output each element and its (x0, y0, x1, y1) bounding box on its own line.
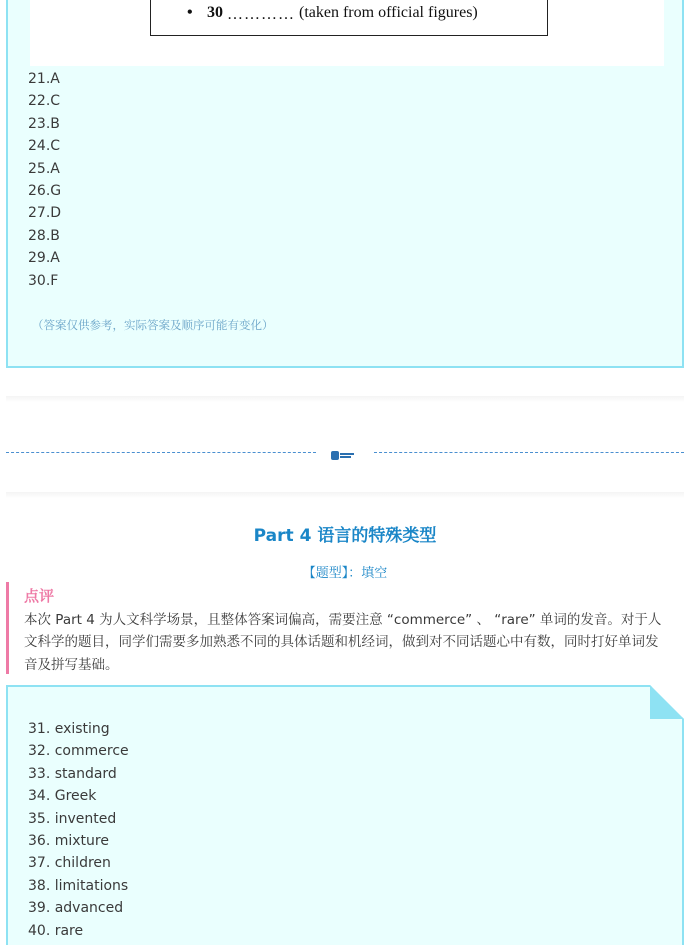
answer-item: 31. existing (28, 721, 110, 737)
scan-frame (150, 0, 548, 36)
answer-item: 30.F (28, 272, 59, 289)
answer-item: 33. standard (28, 765, 117, 782)
page-fold-icon (650, 685, 684, 719)
question-scan-excerpt (30, 0, 664, 66)
question-type-label: 【题型】：填空 (302, 566, 388, 581)
part3-answer-box (6, 0, 684, 368)
part4-answer-list (28, 718, 129, 942)
section-shadow-bottom (6, 492, 684, 498)
answer-item: 35. invented (28, 810, 117, 827)
section-title: Part 4 语言的特殊类型 (253, 526, 437, 546)
answer-item: 40. rare (28, 922, 84, 939)
answer-item: 21.A (28, 71, 60, 87)
answer-item: 28.B (28, 227, 60, 244)
scan-text: (taken from official figures) (299, 4, 478, 21)
answer-item: 32. commerce (28, 743, 129, 760)
part3-answer-list (28, 68, 61, 292)
answer-item: 24.C (28, 138, 61, 155)
section-shadow-top (6, 396, 684, 402)
answer-item: 22.C (28, 93, 61, 110)
answer-item: 39. advanced (28, 900, 124, 917)
answer-item: 36. mixture (28, 833, 109, 850)
scan-bullet: • (187, 4, 193, 21)
comment-heading: 点评 (24, 587, 55, 605)
scan-blank-dots: ………… (227, 6, 295, 23)
answer-item: 25.A (28, 160, 60, 177)
answer-item: 34. Greek (28, 788, 97, 805)
scan-question-number: 30 (207, 4, 223, 21)
answer-item: 37. children (28, 855, 111, 872)
comment-block (6, 582, 684, 674)
answer-disclaimer: （答案仅供参考，实际答案及顺序可能有变化） (32, 318, 274, 332)
comment-text: 本次 Part 4 为人文科学场景，且整体答案词偏高，需要注意 “commerce” 、 “rare” 单词的发音。对于人文科学的题目，同学们需要多加熟悉不同的具体话题和机经词，做到对不同话题心中有数，同时打好单词发音及拼写基础。 (24, 612, 662, 673)
answer-item: 27.D (28, 205, 62, 222)
answer-item: 29.A (28, 250, 60, 267)
answer-item: 23.B (28, 115, 60, 132)
divider-right (374, 452, 684, 453)
brand-logo-icon (331, 446, 355, 457)
answer-item: 38. limitations (28, 877, 129, 894)
answer-item: 26.G (28, 183, 62, 200)
comment-accent-bar (6, 582, 9, 674)
part4-answer-box (6, 685, 684, 945)
divider-left (6, 452, 316, 453)
